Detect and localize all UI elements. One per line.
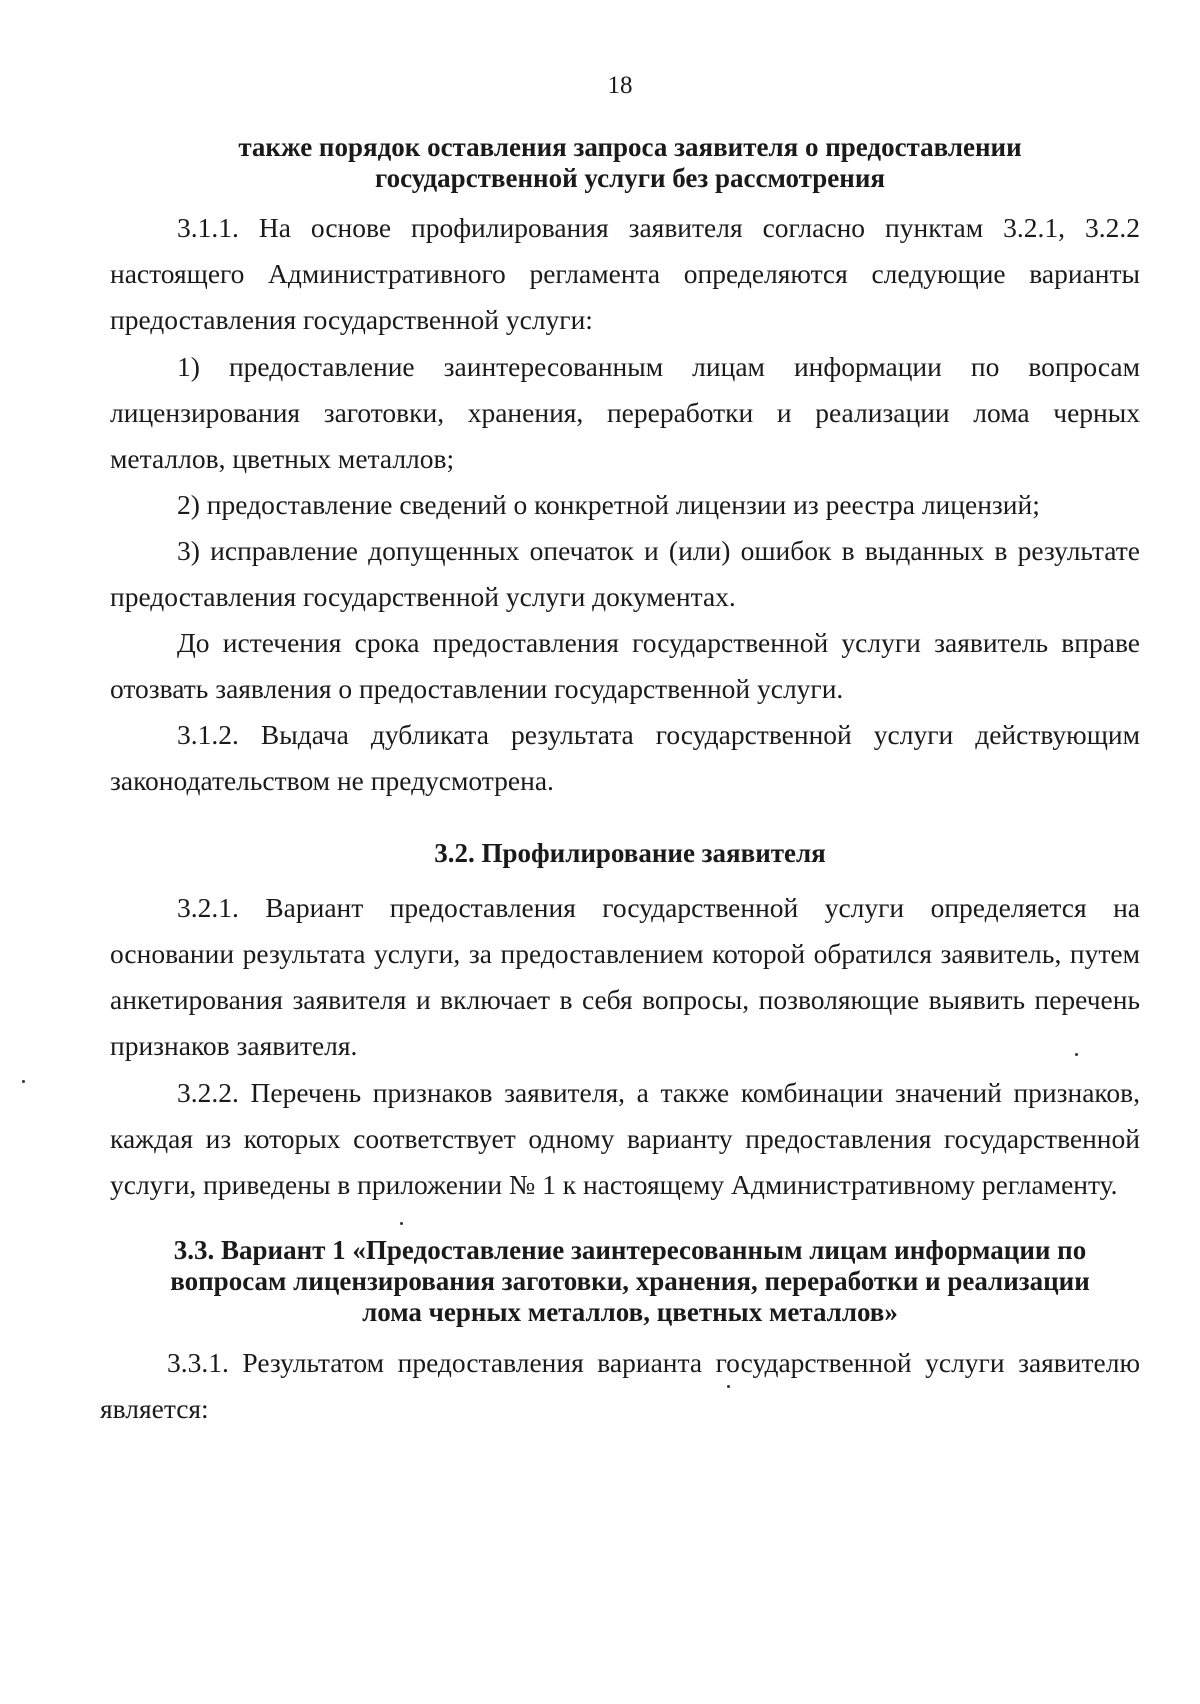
paragraph-3-1-2: 3.1.2. Выдача дубликата результата государственной услуги действующим законодательством не предусмотрена. <box>110 719 1140 796</box>
page-number: 18 <box>607 72 633 99</box>
list-item-2: 2) предоставление сведений о конкретной лицензии из реестра лицензий; <box>177 489 1040 520</box>
scan-speck <box>400 1222 403 1225</box>
heading-line: государственной услуги без рассмотрения <box>375 163 885 193</box>
list-item-3: 3) исправление допущенных опечаток и (или) ошибок в выданных в результате предоставления государственной услуги документах. <box>110 535 1140 612</box>
list-item-1: 1) предоставление заинтересованным лицам информации по вопросам лицензирования заготовки, хранения, переработки и реализации лома черных металлов, цветных металлов; <box>110 351 1140 474</box>
paragraph-3-3-1: 3.3.1. Результатом предоставления варианта государственной услуги заявителю является: <box>100 1347 1140 1424</box>
scan-speck <box>22 1080 25 1083</box>
heading-line: также порядок оставления запроса заявителя о предоставлении <box>238 132 1022 162</box>
scan-speck <box>1075 1053 1078 1056</box>
heading-line: 3.3. Вариант 1 «Предоставление заинтересованным лицам информации по <box>173 1235 1087 1265</box>
section-heading-3-3 <box>110 1235 1150 1328</box>
paragraph-3-2-1: 3.2.1. Вариант предоставления государственной услуги определяется на основании результата услуги, за предоставлением которой обратился заявитель, путем анкетирования заявителя и включает в себя вопросы, позволяющие выявить перечень признаков заявителя. <box>110 892 1140 1061</box>
paragraph-3-2-2: 3.2.2. Перечень признаков заявителя, а также комбинации значений признаков, каждая из которых соответствует одному варианту предоставления государственной услуги, приведены в приложении № 1 к настоящему Административному регламенту. <box>110 1077 1140 1200</box>
heading-line: лома черных металлов, цветных металлов» <box>362 1297 898 1327</box>
heading-line: вопросам лицензирования заготовки, хранения, переработки и реализации <box>170 1266 1090 1296</box>
section-heading-3-2: 3.2. Профилирование заявителя <box>434 838 826 868</box>
paragraph-recall: До истечения срока предоставления государственной услуги заявитель вправе отозвать заявления о предоставлении государственной услуги. <box>110 627 1140 704</box>
section-heading-31-continued <box>110 132 1150 194</box>
paragraph-3-1-1: 3.1.1. На основе профилирования заявителя согласно пунктам 3.2.1, 3.2.2 настоящего Административного регламента определяются следующие варианты предоставления государственной услуги: <box>110 212 1140 335</box>
scan-speck <box>727 1385 730 1388</box>
